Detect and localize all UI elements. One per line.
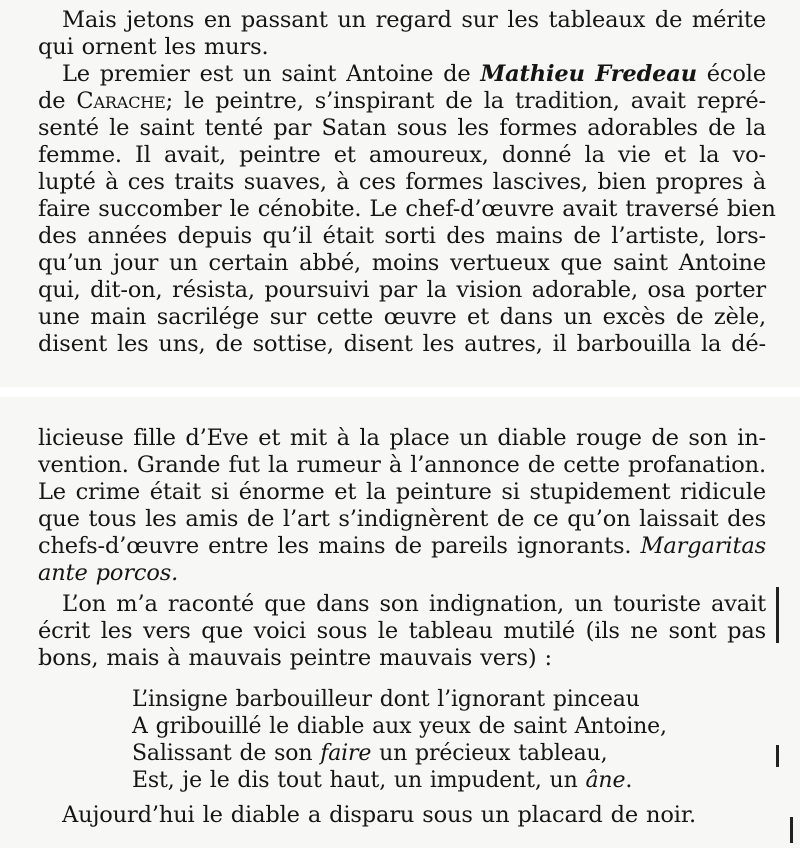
scan-gap: [0, 387, 800, 397]
text-line: femme. Il avait, peintre et amoureux, donné la vie et la vo-: [38, 142, 766, 168]
italic-word: faire: [320, 741, 372, 766]
text-run: Le premier est un saint Antoine de: [62, 61, 481, 87]
text-line: que tous les amis de l’art s’indignèrent de ce qu’on laissait des: [38, 506, 766, 532]
margin-bracket: [790, 817, 793, 843]
text-line: disent les uns, de sottise, disent les autres, il barbouilla la dé-: [38, 331, 766, 357]
page-scan-top: [0, 0, 800, 387]
margin-bracket: [776, 587, 779, 643]
verse-line: [132, 742, 607, 766]
text-line: des années depuis qu’il était sorti des mains de l’artiste, lors-: [38, 223, 766, 249]
text-line: [38, 534, 766, 558]
text-line: Mais jetons en passant un regard sur les tableaux de mérite: [62, 7, 766, 33]
verse-line: A gribouillé le diable aux yeux de saint Antoine,: [132, 714, 667, 739]
italic-word: âne: [585, 768, 626, 793]
text-line: faire succomber le cénobite. Le chef-d’œuvre avait traversé bien: [38, 196, 776, 222]
text-line: [38, 89, 766, 113]
margin-bracket: [776, 745, 779, 767]
text-line: écrit les vers que voici sous le tableau mutilé (ils ne sont pas: [38, 618, 766, 644]
text-line: qui ornent les murs.: [38, 34, 269, 60]
text-line: une main sacrilége sur cette œuvre et dans un excès de zèle,: [38, 304, 766, 330]
school-name: Carache: [76, 88, 166, 114]
text-line: bons, mais à mauvais peintre mauvais vers) :: [38, 645, 552, 671]
text-run: de: [38, 88, 77, 114]
text-line: lupté à ces traits suaves, à ces formes lascives, bien propres à: [38, 169, 766, 195]
text-line: senté le saint tenté par Satan sous les formes adorables de la: [38, 115, 766, 141]
text-line: L’on m’a raconté que dans son indignation, un touriste avait: [62, 591, 766, 617]
text-line: Le crime était si énorme et la peinture si stupidement ridicule: [38, 479, 766, 505]
text-run: Salissant de son: [132, 741, 321, 766]
page-scan-bottom: [0, 397, 800, 848]
latin-phrase-end: ante porcos.: [38, 560, 179, 586]
text-run: école: [696, 61, 766, 87]
text-line: [62, 62, 766, 86]
latin-phrase: Margaritas: [640, 533, 766, 559]
text-run: ; le peintre, s’inspirant de la tradition, avait repré-: [165, 88, 766, 114]
text-run: Est, je le dis tout haut, un impudent, un: [132, 768, 586, 793]
verse-line: L’insigne barbouilleur dont l’ignorant pinceau: [132, 687, 640, 712]
text-run: un précieux tableau,: [371, 741, 608, 766]
painter-name: Mathieu Fredeau: [480, 61, 697, 87]
text-run: .: [625, 768, 633, 793]
text-run: chefs-d’œuvre entre les mains de pareils ignorants.: [38, 533, 641, 559]
closing-line: Aujourd’hui le diable a disparu sous un placard de noir.: [62, 802, 696, 828]
verse-line: [132, 769, 632, 793]
text-line: qu’un jour un certain abbé, moins vertueux que saint Antoine: [38, 250, 766, 276]
text-line: vention. Grande fut la rumeur à l’annonce de cette profanation.: [38, 452, 766, 478]
text-line: qui, dit-on, résista, poursuivi par la vision adorable, osa porter: [38, 277, 766, 303]
text-line: licieuse fille d’Eve et mit à la place un diable rouge de son in-: [38, 425, 766, 451]
